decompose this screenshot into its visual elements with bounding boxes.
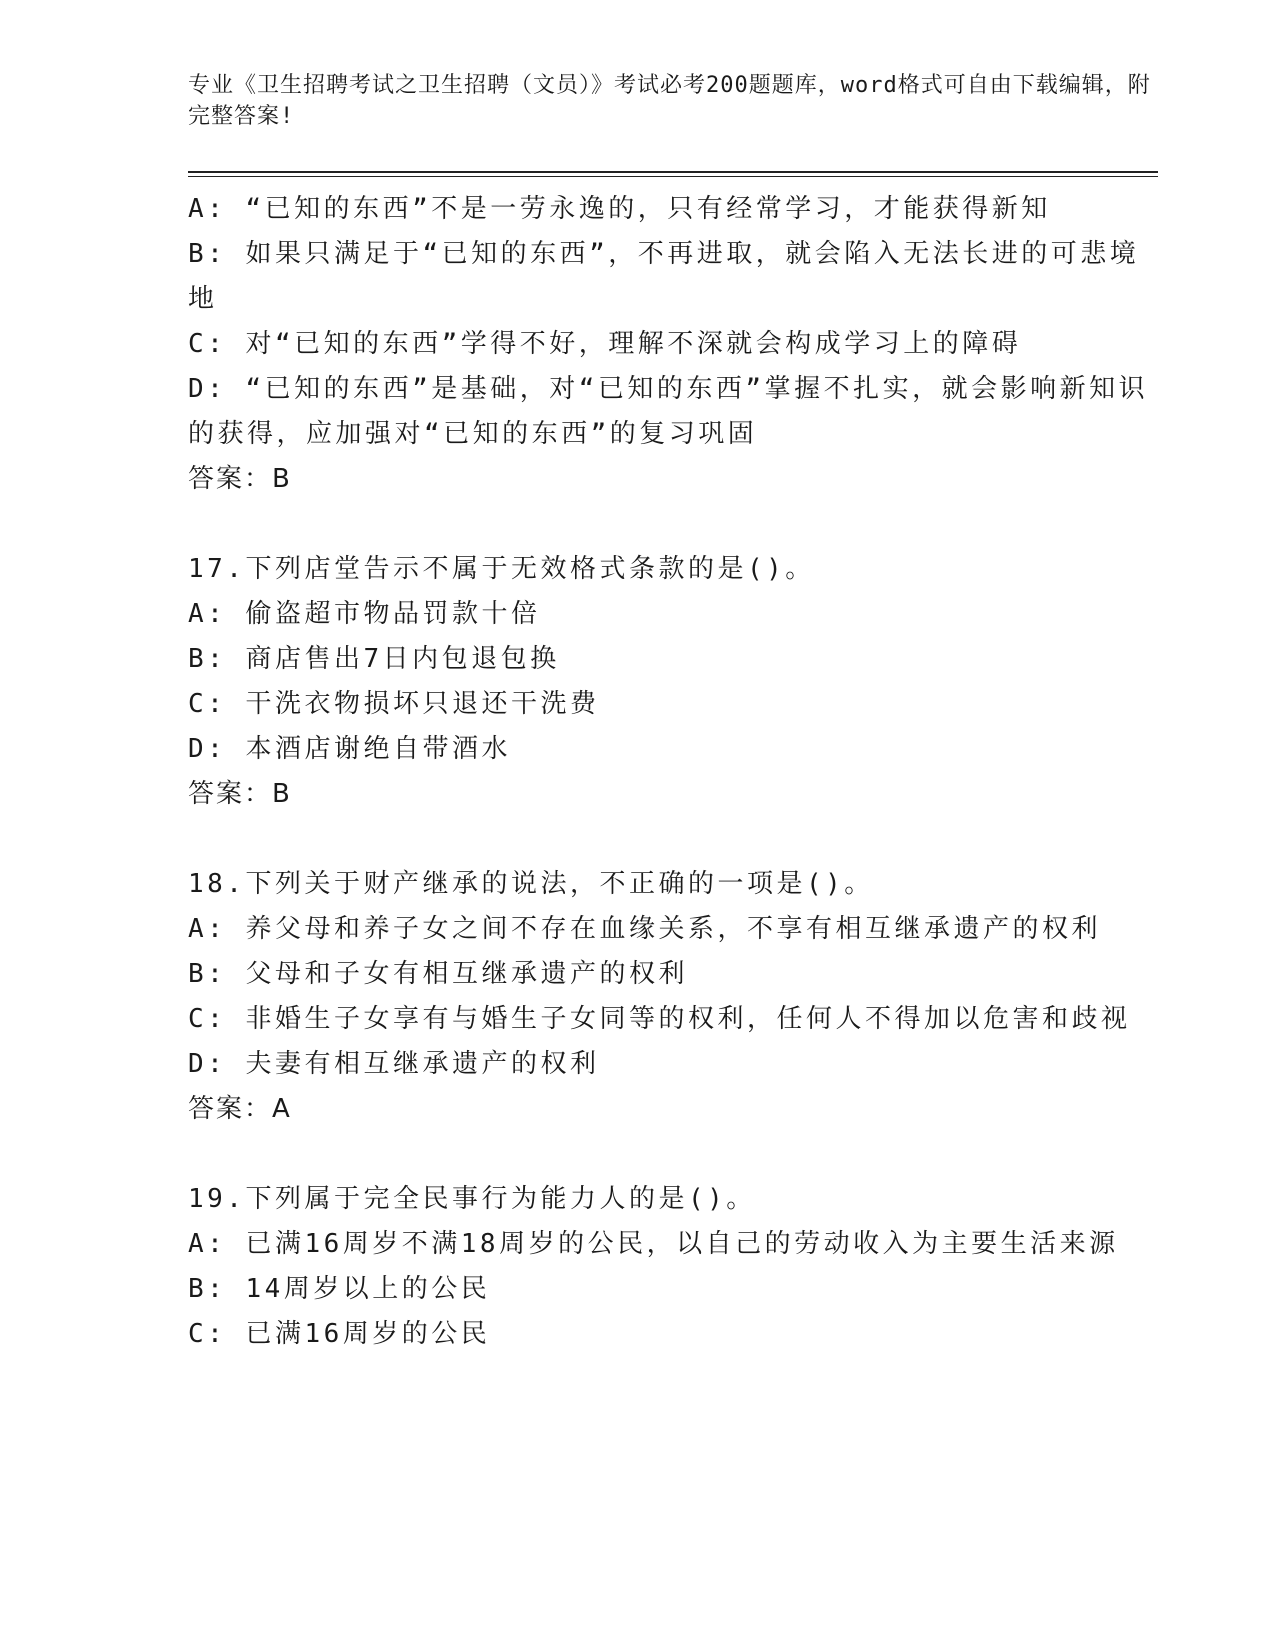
option-line: B: 父母和子女有相互继承遗产的权利 — [188, 959, 688, 989]
previous-question-tail — [188, 187, 1158, 502]
answer-line: 答案：A — [188, 1094, 292, 1124]
option-line: D: 夫妻有相互继承遗产的权利 — [188, 1049, 600, 1079]
option-line: B: 商店售出7日内包退包换 — [188, 644, 560, 674]
question-stem: 18.下列关于财产继承的说法，不正确的一项是()。 — [188, 869, 874, 899]
option-line: C: 对“已知的东西”学得不好，理解不深就会构成学习上的障碍 — [188, 329, 1022, 359]
answer-line: 答案：B — [188, 464, 292, 494]
question-18 — [188, 862, 1158, 1132]
option-line: D: 本酒店谢绝自带酒水 — [188, 734, 511, 764]
question-stem: 19.下列属于完全民事行为能力人的是()。 — [188, 1184, 756, 1214]
question-17 — [188, 547, 1158, 817]
option-line: A: “已知的东西”不是一劳永逸的，只有经常学习，才能获得新知 — [188, 194, 1051, 224]
option-line: C: 已满16周岁的公民 — [188, 1319, 491, 1349]
option-line: C: 非婚生子女享有与婚生子女同等的权利，任何人不得加以危害和歧视 — [188, 1004, 1131, 1034]
header-rule — [188, 171, 1158, 177]
option-line: A: 已满16周岁不满18周岁的公民，以自己的劳动收入为主要生活来源 — [188, 1229, 1119, 1259]
question-stem: 17.下列店堂告示不属于无效格式条款的是()。 — [188, 554, 815, 584]
option-line: A: 偷盗超市物品罚款十倍 — [188, 599, 541, 629]
option-line: B: 如果只满足于“已知的东西”，不再进取，就会陷入无法长进的可悲境地 — [188, 239, 1140, 314]
document-page — [188, 70, 1158, 1357]
question-19 — [188, 1177, 1158, 1357]
document-header: 专业《卫生招聘考试之卫生招聘（文员）》考试必考200题题库，word格式可自由下载编辑，附完整答案! — [188, 73, 1151, 129]
option-line: C: 干洗衣物损坏只退还干洗费 — [188, 689, 600, 719]
answer-line: 答案：B — [188, 779, 292, 809]
option-line: D: “已知的东西”是基础，对“已知的东西”掌握不扎实，就会影响新知识的获得，应加强对“已知的东西”的复习巩固 — [188, 374, 1149, 449]
option-line: A: 养父母和养子女之间不存在血缘关系，不享有相互继承遗产的权利 — [188, 914, 1101, 944]
option-line: B: 14周岁以上的公民 — [188, 1274, 491, 1304]
